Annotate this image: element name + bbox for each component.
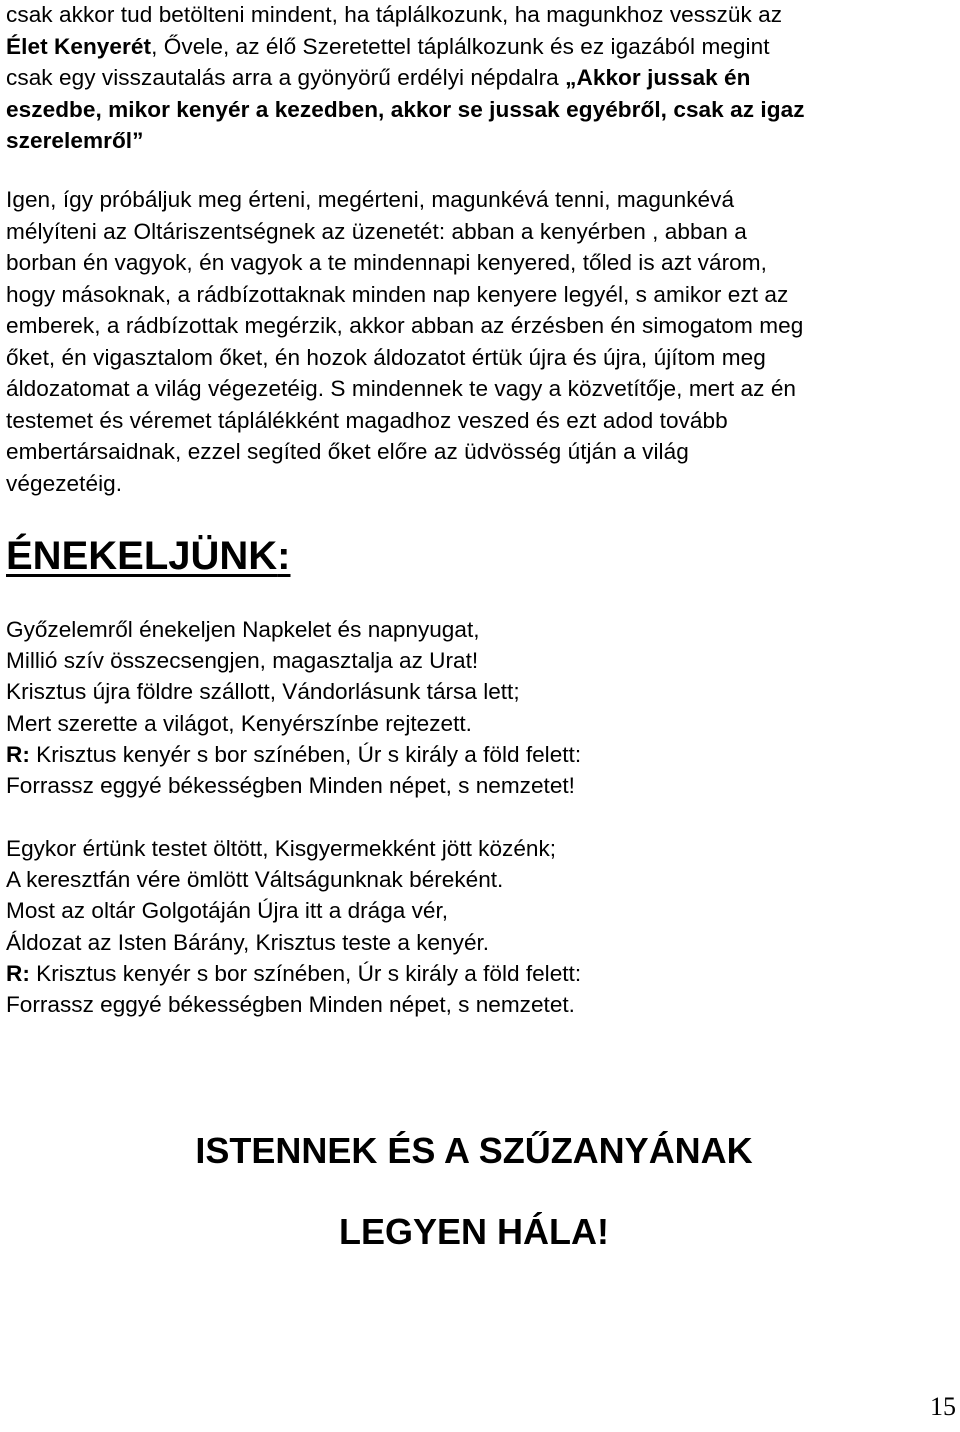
text-line: testemet és véremet táplálékként magadhoz veszed és ezt adod tovább (6, 407, 728, 433)
closing-line-2: LEGYEN HÁLA! (339, 1211, 609, 1252)
page-number: 15 (930, 1392, 956, 1421)
hymn-verse-1 (6, 614, 581, 801)
heading-colon: : (277, 534, 291, 578)
text-line: mélyíteni az Oltáriszentségnek az üzenetét: abban a kenyérben , abban a (6, 218, 747, 244)
text-line: hogy másoknak, a rádbízottaknak minden nap kenyere legyél, s amikor ezt az (6, 281, 789, 307)
verse-line: Mert szerette a világot, Kenyérszínbe rejtezett. (6, 710, 472, 736)
text-line (6, 31, 805, 63)
closing-line-1: ISTENNEK ÉS A SZŰZANYÁNAK (195, 1130, 753, 1171)
text-line: emberek, a rádbízottak megérzik, akkor abban az érzésben én simogatom meg (6, 313, 804, 338)
text-line: Igen, így próbáljuk meg érteni, megérteni, magunkévá tenni, magunkévá (6, 187, 735, 212)
bold-phrase: „Akkor jussak én (565, 65, 751, 90)
text-line: áldozatomat a világ végezetéig. S mindennek te vagy a közvetítője, mert az én (6, 376, 797, 401)
verse-line: Millió szív összecsengjen, magasztalja az Urat! (6, 648, 479, 674)
text-line: embertársaidnak, ezzel segíted őket előre az üdvösség útján a világ (6, 439, 689, 464)
refrain-line (6, 958, 581, 989)
verse-line: Egykor értünk testet öltött, Kisgyermekként jött közénk; (6, 836, 557, 861)
section-heading (6, 530, 290, 582)
text-span: csak egy visszautalás arra a gyönyörű erdélyi népdalra (6, 65, 566, 90)
refrain-line: Forrassz eggyé békességben Minden népet, s nemzetet. (6, 992, 575, 1018)
refrain-text: Krisztus kenyér s bor színében, Úr s király a föld felett: (29, 960, 582, 986)
verse-line: Győzelemről énekeljen Napkelet és napnyugat, (6, 617, 480, 642)
refrain-label: R: (6, 741, 30, 767)
text-line (6, 94, 805, 126)
main-paragraph (6, 184, 803, 499)
hymn-verse-2 (6, 833, 581, 1020)
text-line: borban én vagyok, én vagyok a te mindennapi kenyered, tőled is azt várom, (6, 250, 767, 275)
text-line (6, 62, 805, 94)
intro-paragraph (6, 0, 805, 157)
refrain-label: R: (6, 960, 30, 986)
text-line: csak akkor tud betölteni mindent, ha táplálkozunk, ha magunkhoz vesszük az (6, 2, 783, 27)
verse-line: Áldozat az Isten Bárány, Krisztus teste a kenyér. (6, 929, 490, 955)
text-line: őket, én vigasztalom őket, én hozok áldozatot értük újra és újra, újítom meg (6, 344, 766, 370)
refrain-line: Forrassz eggyé békességben Minden népet, s nemzetet! (6, 773, 575, 799)
verse-line: A keresztfán vére ömlött Váltságunknak béreként. (6, 867, 504, 893)
text-line (6, 125, 805, 157)
heading-text: ÉNEKELJÜNK (6, 534, 278, 578)
text-span: , Ővele, az élő Szeretettel táplálkozunk és ez igazából megint (151, 33, 770, 59)
verse-line: Most az oltár Golgotáján Újra itt a drága vér, (6, 898, 449, 924)
refrain-text: Krisztus kenyér s bor színében, Úr s király a föld felett: (29, 741, 582, 767)
text-line: végezetéig. (6, 470, 123, 496)
bold-phrase: eszedbe, mikor kenyér a kezedben, akkor se jussak egyébről, csak az igaz (6, 96, 805, 122)
refrain-line (6, 739, 581, 770)
bold-phrase: szerelemről” (6, 128, 144, 153)
verse-line: Krisztus újra földre szállott, Vándorlásunk társa lett; (6, 679, 520, 705)
bold-phrase: Élet Kenyerét (6, 33, 152, 59)
